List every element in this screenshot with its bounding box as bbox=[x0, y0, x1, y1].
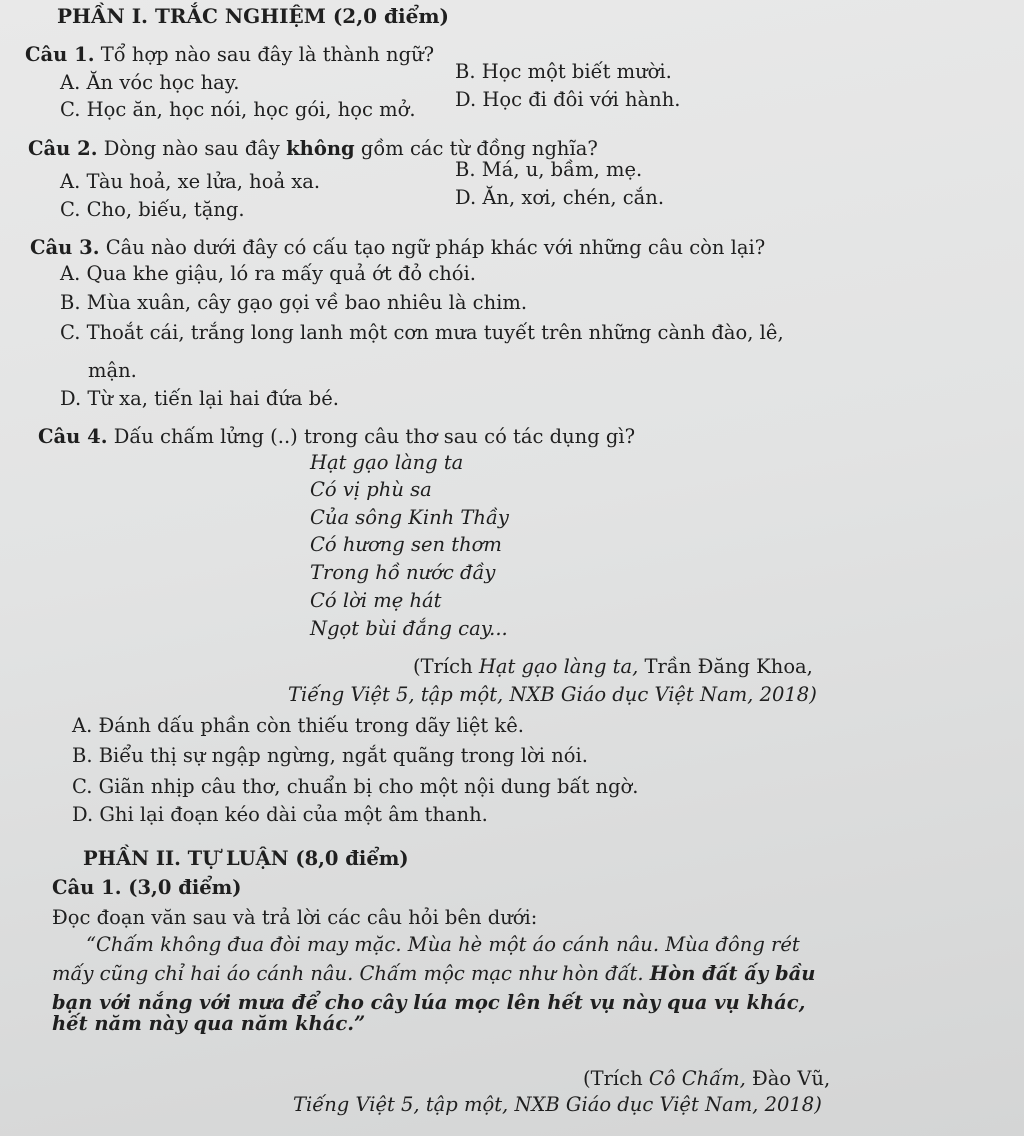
question-3-text: Câu nào dưới đây có cấu tạo ngữ pháp khác với những câu còn lại? bbox=[105, 236, 766, 259]
poem-line: Ngọt bùi đắng cay... bbox=[310, 617, 508, 640]
q2-option-c: C. Cho, biếu, tặng. bbox=[60, 198, 245, 221]
q1-option-b: B. Học một biết mười. bbox=[455, 60, 672, 83]
q2-option-b: B. Má, u, bầm, mẹ. bbox=[455, 158, 643, 181]
q3-option-c-line2: mận. bbox=[88, 359, 137, 382]
passage-source bbox=[583, 1067, 830, 1090]
poem-source-pre: (Trích bbox=[413, 655, 473, 678]
question-2 bbox=[28, 137, 598, 160]
question-2-text-before: Dòng nào sau đây bbox=[103, 137, 280, 160]
poem-line: Hạt gạo làng ta bbox=[310, 451, 464, 474]
q2-option-a: A. Tàu hoả, xe lửa, hoả xa. bbox=[60, 170, 321, 193]
question-2-text-after: gồm các từ đồng nghĩa? bbox=[360, 137, 598, 160]
q3-option-d: D. Từ xa, tiến lại hai đứa bé. bbox=[60, 387, 339, 410]
poem-source bbox=[413, 655, 813, 678]
poem-line: Trong hồ nước đầy bbox=[310, 561, 496, 584]
q4-option-d: D. Ghi lại đoạn kéo dài của một âm thanh. bbox=[72, 803, 488, 826]
q3-option-a: A. Qua khe giậu, ló ra mấy quả ớt đỏ chói. bbox=[60, 262, 476, 285]
q4-option-c: C. Giãn nhịp câu thơ, chuẩn bị cho một nội dung bất ngờ. bbox=[72, 775, 639, 798]
part1-title: PHẦN I. TRẮC NGHIỆM (2,0 điểm) bbox=[57, 4, 449, 28]
passage-line-4: hết năm này qua năm khác.” bbox=[52, 1012, 366, 1035]
passage-source-pre: (Trích bbox=[583, 1067, 643, 1090]
passage-line-2-plain: mấy cũng chỉ hai áo cánh nâu. Chấm mộc mạc như hòn đất. bbox=[52, 962, 644, 985]
poem-line: Có hương sen thơm bbox=[310, 533, 502, 556]
question-3 bbox=[30, 236, 765, 259]
reading-instruction: Đọc đoạn văn sau và trả lời các câu hỏi bên dưới: bbox=[52, 906, 538, 929]
poem-source-author: Trần Đăng Khoa, bbox=[644, 655, 813, 678]
poem-source-title: Hạt gạo làng ta, bbox=[478, 655, 639, 678]
poem-line: Của sông Kinh Thầy bbox=[310, 506, 509, 529]
q4-option-a: A. Đánh dấu phần còn thiếu trong dãy liệt kê. bbox=[72, 714, 524, 737]
q1-option-d: D. Học đi đôi với hành. bbox=[455, 88, 681, 111]
q1-option-a: A. Ăn vóc học hay. bbox=[60, 71, 240, 94]
passage-line-2 bbox=[52, 962, 815, 985]
question-2-text-bold: không bbox=[286, 137, 355, 160]
passage-source-line2: Tiếng Việt 5, tập một, NXB Giáo dục Việt Nam, 2018) bbox=[293, 1093, 822, 1116]
poem-line: Có lời mẹ hát bbox=[310, 589, 442, 612]
part2-question-1-title: Câu 1. (3,0 điểm) bbox=[52, 876, 242, 899]
question-1 bbox=[25, 43, 434, 66]
passage-line-3: bạn với nắng với mưa để cho cây lúa mọc lên hết vụ này qua vụ khác, bbox=[52, 991, 806, 1014]
question-1-number: Câu 1. bbox=[25, 43, 95, 66]
question-1-text: Tổ hợp nào sau đây là thành ngữ? bbox=[100, 43, 435, 66]
q3-option-b: B. Mùa xuân, cây gạo gọi về bao nhiêu là chim. bbox=[60, 291, 528, 314]
question-4-text: Dấu chấm lửng (..) trong câu thơ sau có tác dụng gì? bbox=[113, 425, 636, 448]
q4-option-b: B. Biểu thị sự ngập ngừng, ngắt quãng trong lời nói. bbox=[72, 744, 588, 767]
poem-line: Có vị phù sa bbox=[310, 478, 432, 501]
passage-line-1: “Chấm không đua đòi may mặc. Mùa hè một áo cánh nâu. Mùa đông rét bbox=[86, 933, 800, 956]
question-3-number: Câu 3. bbox=[30, 236, 100, 259]
question-4 bbox=[38, 425, 635, 448]
part2-title: PHẦN II. TỰ LUẬN (8,0 điểm) bbox=[83, 847, 409, 870]
q3-option-c-line1: C. Thoắt cái, trắng long lanh một cơn mưa tuyết trên những cành đào, lê, bbox=[60, 321, 784, 344]
q1-option-c: C. Học ăn, học nói, học gói, học mở. bbox=[60, 98, 416, 121]
passage-source-title: Cô Chấm, bbox=[648, 1067, 746, 1090]
question-2-number: Câu 2. bbox=[28, 137, 98, 160]
question-4-number: Câu 4. bbox=[38, 425, 108, 448]
passage-source-author: Đào Vũ, bbox=[752, 1067, 831, 1090]
q2-option-d: D. Ăn, xơi, chén, cắn. bbox=[455, 186, 665, 209]
passage-line-2-bold: Hòn đất ấy bầu bbox=[649, 962, 816, 985]
poem-source-line2: Tiếng Việt 5, tập một, NXB Giáo dục Việt Nam, 2018) bbox=[288, 683, 817, 706]
